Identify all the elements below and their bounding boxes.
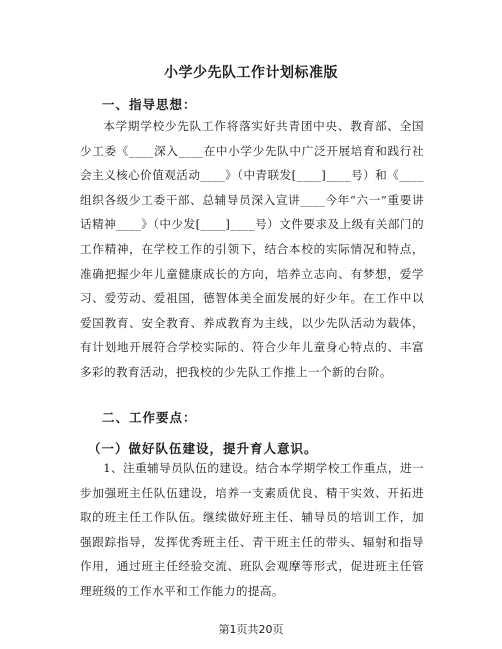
subsection-heading-team-building: （一）做好队伍建设，提升育人意识。	[88, 441, 318, 456]
page-number-footer: 第1页共20页	[218, 623, 284, 636]
subsection-body-team-building: 1、注重辅导员队伍的建设。结合本学期学校工作重点，进一步加强班主任队伍建设，培养一支素质优良、精干实效、开拓进取的班主任工作队伍。继续做好班主任、辅导员的培训工作，加强跟踪指导，发挥优秀班主任、青干班主任的带头、辐射和指导作用，通过班主任经验交流、班队会观摩等形式，促进班主任管理班级的工作水平和工作能力的提高。	[80, 461, 424, 598]
section-heading-guiding-ideology: 一、指导思想：	[102, 97, 197, 112]
section-heading-work-points: 二、工作要点：	[102, 410, 197, 425]
document-title: 小学少先队工作计划标准版	[164, 65, 338, 81]
section-body-guiding-ideology: 本学期学校少先队工作将落实好共青团中央、教育部、全国少工委《____深入____在中小学少先队中广泛开展培育和践行社会主义核心价值观活动____》（中青联发[____]____号）和《____组织各级少工委干部、总辅导员深入宣讲____今年“六一”重要讲话精神____》（中少发[____]____号）文件要求及上级有关部门的工作精神，在学校工作的引领下，结合本校的实际情况和特点，准确把握少年儿童健康成长的方向，培养立志向、有梦想，爱学习、爱劳动、爱祖国，德智体美全面发展的好少年。在工作中以爱国教育、安全教育、养成教育为主线，以少先队活动为载体，有计划地开展符合学校实际的、符合少年儿童身心特点的、丰富多彩的教育活动，把我校的少先队工作推上一个新的台阶。	[80, 119, 424, 379]
